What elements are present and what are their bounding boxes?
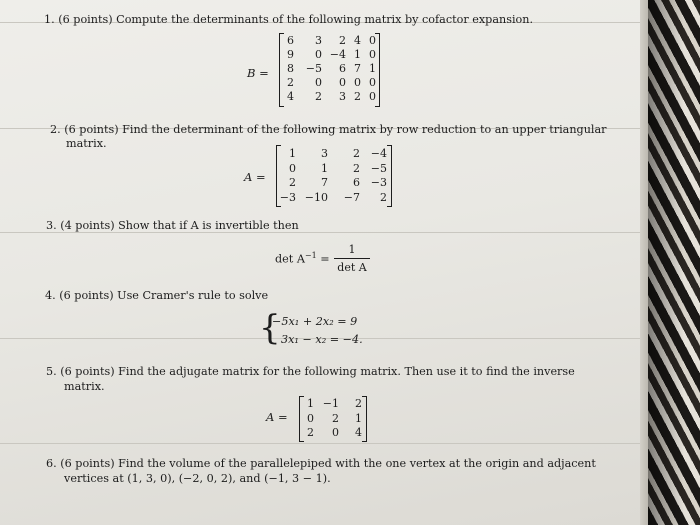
matrix-cell: 2 [315,90,322,103]
problem-3 [46,220,299,233]
matrix-cell: 6 [339,62,346,75]
problem-5 [46,366,575,379]
problem-4 [45,290,268,303]
matrix-cell: 0 [369,90,376,103]
problem-text: Use Cramer's rule to solve [117,289,269,302]
matrix-cell: 0 [332,426,339,439]
matrix-cell: 4 [354,34,361,47]
inverse-exponent: −1 [304,251,317,260]
matrix-cell: 1 [355,411,362,425]
matrix-cell: −4 [370,147,387,160]
problem-6 [46,458,596,471]
fraction-numerator: 1 [348,243,356,256]
problem-points: (6 points) [64,123,119,136]
problem-points: (6 points) [60,457,115,470]
equation-1: −5x₁ + 2x₂ = 9 [272,315,358,328]
matrix-cell: 0 [369,34,376,47]
matrix-cell: −10 [304,190,328,204]
equals-sign: = [320,252,330,266]
matrix-cell: 2 [289,176,296,189]
matrix-cell: 2 [332,411,339,425]
matrix-cell: −1 [322,397,339,410]
right-bracket [387,145,392,207]
problem-number: 3. [46,219,57,232]
matrix-cell: 1 [321,161,328,175]
matrix-cell: 0 [307,411,314,425]
system-brace: { [259,308,281,348]
problem-number: 1. [44,13,55,26]
matrix-cell: 3 [315,34,322,47]
matrix-cell: 2 [353,147,360,160]
paper-edge [640,0,648,525]
ruled-line [0,443,648,444]
matrix-cell: 2 [287,76,294,89]
matrix-cell: 0 [339,76,346,89]
matrix-cell: 3 [321,147,328,160]
matrix-cell: 7 [321,176,328,189]
matrix-cell: 2 [354,90,361,103]
matrix-b-label: B = [247,66,269,80]
problem-text: Show that if A is invertible then [118,219,299,232]
matrix-cell: 6 [287,34,294,47]
matrix-cell: 2 [355,397,362,410]
problem-1 [44,14,533,27]
matrix-cell: 2 [307,426,314,439]
matrix-a5-label: A = [266,410,288,424]
problem-points: (6 points) [58,13,113,26]
matrix-cell: 4 [287,90,294,103]
equation-2: 3x₁ − x₂ = −4. [281,333,363,346]
problem-text: Find the volume of the parallelepiped with the one vertex at the origin and adjacent [118,457,596,470]
matrix-cell: 0 [315,76,322,89]
problem-number: 6. [46,457,57,470]
matrix-cell: 0 [315,48,322,61]
matrix-cell: −3 [370,176,387,189]
matrix-cell: 6 [353,176,360,189]
matrix-a-problem-2 [276,145,392,207]
matrix-cell: 0 [354,76,361,89]
matrix-cell: −5 [370,161,387,175]
matrix-cell: 7 [354,62,361,75]
matrix-cell: 0 [369,48,376,61]
problem-6-continuation: vertices at (1, 3, 0), (−2, 0, 2), and (−1, 3 − 1). [64,472,331,485]
matrix-cell: 3 [339,90,346,103]
matrix-cell: −5 [305,62,322,75]
matrix-a2-label: A = [244,170,266,184]
fraction-denominator: det A [337,261,367,274]
problem-points: (4 points) [60,219,115,232]
problem-points: (6 points) [60,365,115,378]
matrix-cell: 4 [355,426,362,439]
matrix-cell: 8 [287,62,294,75]
matrix-cell: 0 [369,76,376,89]
matrix-cell: −3 [279,190,296,204]
problem-text: Find the determinant of the following matrix by row reduction to an upper triangular [122,123,607,136]
matrix-cell: 2 [353,161,360,175]
matrix-cell: 2 [380,190,387,204]
left-bracket [299,396,304,442]
left-bracket [279,33,284,107]
matrix-b [279,33,380,107]
matrix-cell: 1 [307,397,314,410]
problem-points: (6 points) [59,289,114,302]
right-bracket [362,396,367,442]
matrix-cell: −7 [343,190,360,204]
problem-2-continuation: matrix. [66,137,107,150]
formula-lhs [275,251,330,267]
problem-text: Compute the determinants of the following matrix by cofactor expansion. [116,13,534,26]
matrix-cell: 2 [339,34,346,47]
problem-text: Find the adjugate matrix for the following matrix. Then use it to find the inverse [118,365,575,378]
matrix-cell: 9 [287,48,294,61]
matrix-cell: −4 [329,48,346,61]
fabric-shadow [648,0,700,525]
problem-number: 4. [45,289,56,302]
det-a-text: det A [275,252,305,266]
matrix-a-problem-5 [299,396,367,442]
matrix-cell: 1 [369,62,376,75]
matrix-cell: 1 [289,147,296,160]
matrix-cell: 1 [354,48,361,61]
problem-number: 2. [50,123,61,136]
problem-2 [50,124,607,137]
problem-5-continuation: matrix. [64,380,105,393]
fraction-bar [334,258,370,259]
problem-number: 5. [46,365,57,378]
matrix-cell: 0 [289,161,296,175]
